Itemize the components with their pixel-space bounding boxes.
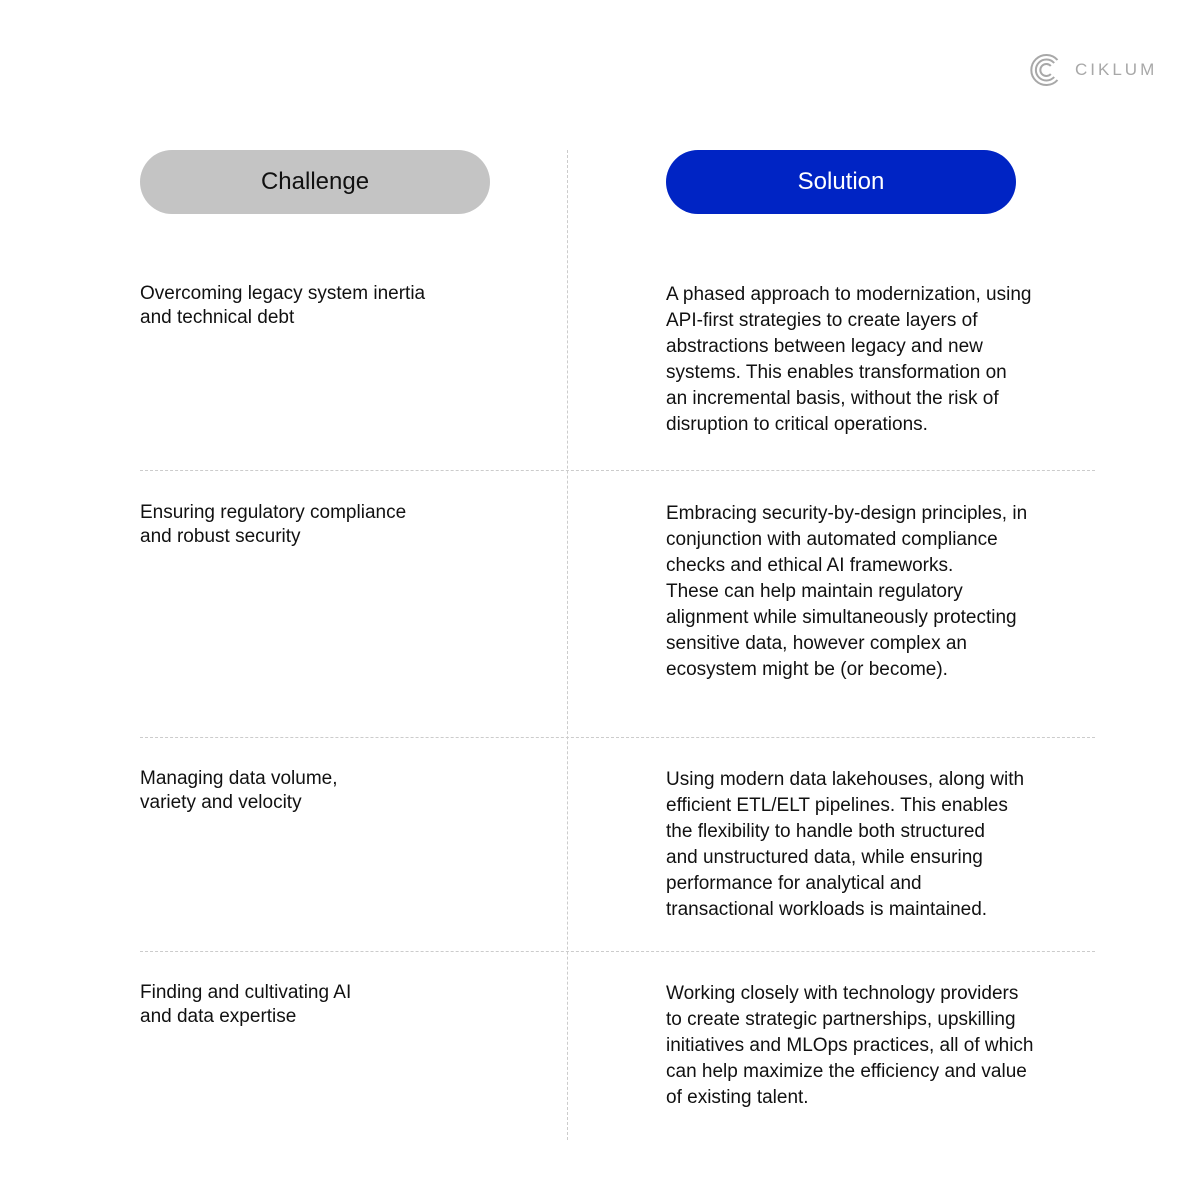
row-divider: [140, 737, 1095, 738]
solution-text-3: Using modern data lakehouses, along with efficient ETL/ELT pipelines. This enables the flexibility to handle both structured and unstructured data, while ensuring performance for analytical and transactional workloads is maintained.: [666, 769, 1025, 920]
brand-logo: [1028, 50, 1157, 90]
challenge-header-pill: Challenge: [140, 150, 490, 214]
solution-header-pill: Solution: [666, 150, 1016, 214]
column-divider: [567, 150, 568, 1140]
row-divider: [140, 951, 1095, 952]
challenge-text-3: Managing data volume, variety and velocity: [140, 768, 338, 813]
challenge-text-4: Finding and cultivating AI and data expertise: [140, 982, 352, 1027]
challenge-text-1: Overcoming legacy system inertia and technical debt: [140, 283, 426, 328]
solution-text-4: Working closely with technology providers to create strategic partnerships, upskilling initiatives and MLOps practices, all of which can help maximize the efficiency and value of existing talent.: [666, 983, 1034, 1108]
challenge-text-2: Ensuring regulatory compliance and robust security: [140, 502, 407, 547]
brand-name: CIKLUM: [1075, 60, 1158, 79]
solution-text-2: Embracing security-by-design principles, in conjunction with automated compliance checks and ethical AI frameworks. These can help maintain regulatory alignment while simultaneously protecting sensitive data, however complex an ecosystem might be (or become).: [666, 503, 1028, 680]
ciklum-logo-icon: [1028, 52, 1064, 88]
solution-text-1: A phased approach to modernization, using API-first strategies to create layers of abstractions between legacy and new systems. This enables transformation on an incremental basis, without the risk of disruption to critical operations.: [666, 284, 1032, 435]
row-divider: [140, 470, 1095, 471]
